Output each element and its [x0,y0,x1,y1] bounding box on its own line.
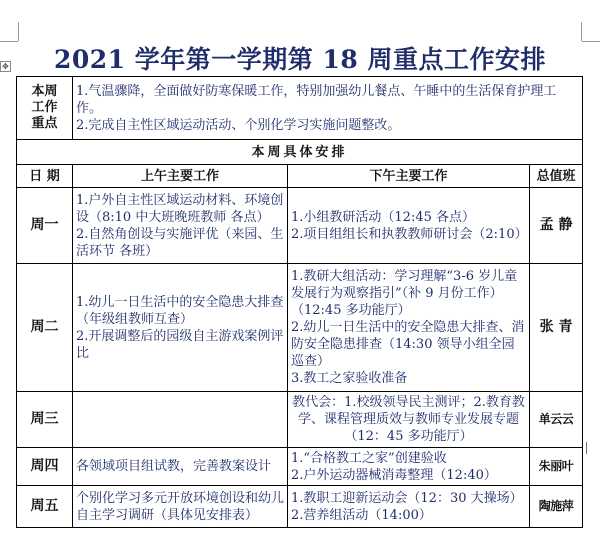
pm-cell: 1.教研大组活动：学习理解“3-6 岁儿童发展行为观察指引”（补 9 月份工作）（12:45 多功能厅） 2.幼儿一日生活中的安全隐患大排查、消防安全隐患排查（14:30 领导小组全园巡查） 3.教工之家验收准备 [288,264,530,392]
crop-mark-top-left-vertical [18,22,19,41]
am-cell [73,392,288,448]
header-am: 上午主要工作 [73,165,288,188]
duty-cell: 孟 静 [530,188,583,264]
day-cell: 周三 [17,392,73,448]
pm-cell: 1.小组教研活动（12:45 各点） 2.项目组组长和执教教师研讨会（2:10） [288,188,530,264]
duty-cell: 陶施萍 [530,486,583,528]
pm-cell: 1.教职工迎新运动会（12：30 大操场） 2.营养组活动（14:00） [288,486,530,528]
day-cell: 周四 [17,448,73,486]
duty-cell: 张 青 [530,264,583,392]
table-row [17,264,583,392]
table-row [17,486,583,528]
header-row [17,165,583,188]
header-day: 日 期 [17,165,73,188]
pm-cell: 1.“合格教工之家”创建验收 2.户外运动器械消毒整理（12:40） [288,448,530,486]
day-cell: 周五 [17,486,73,528]
header-duty: 总值班 [530,165,583,188]
duty-cell: 单云云 [530,392,583,448]
section-title-row [17,140,583,165]
day-cell: 周一 [17,188,73,264]
pm-cell: 教代会：1.校级领导民主测评；2.教育教学、课程管理质效与教师专业发展专题（12：45 多功能厅） [288,392,530,448]
section-title: 本周具体安排 [17,140,583,165]
am-cell: 个别化学习多元开放环境创设和幼儿自主学习调研（具体见安排表） [73,486,288,528]
header-pm: 下午主要工作 [288,165,530,188]
focus-row [17,77,583,140]
duty-cell: 朱丽叶 [530,448,583,486]
focus-label: 本周 工作 重点 [17,77,73,140]
am-cell: 各领域项目组试教，完善教案设计 [73,448,288,486]
focus-item: 1.气温骤降，全面做好防寒保暖工作，特别加强幼儿餐点、午睡中的生活保育护理工作。 [76,83,557,116]
am-cell: 1.幼儿一日生活中的安全隐患大排查（年级组教师互查） 2.开展调整后的园级自主游戏案例评比 [73,264,288,392]
focus-item: 2.完成自主性区域运动活动、个别化学习实施问题整改。 [76,117,401,133]
am-cell: 1.户外自主性区域运动材料、环境创设（8:10 中大班晚班教师 各点） 2.自然角创设与实施评优（来园、生活环节 各班） [73,188,288,264]
table-row [17,188,583,264]
text-cursor [586,442,587,454]
table-move-handle-icon[interactable]: ✥ [0,61,11,72]
day-cell: 周二 [17,264,73,392]
table-row [17,392,583,448]
page-title: 2021 学年第一学期第 18 周重点工作安排 [54,45,546,74]
crop-mark-top-right-vertical [581,22,582,41]
focus-content [73,77,583,140]
schedule-table [16,76,583,528]
table-row [17,448,583,486]
